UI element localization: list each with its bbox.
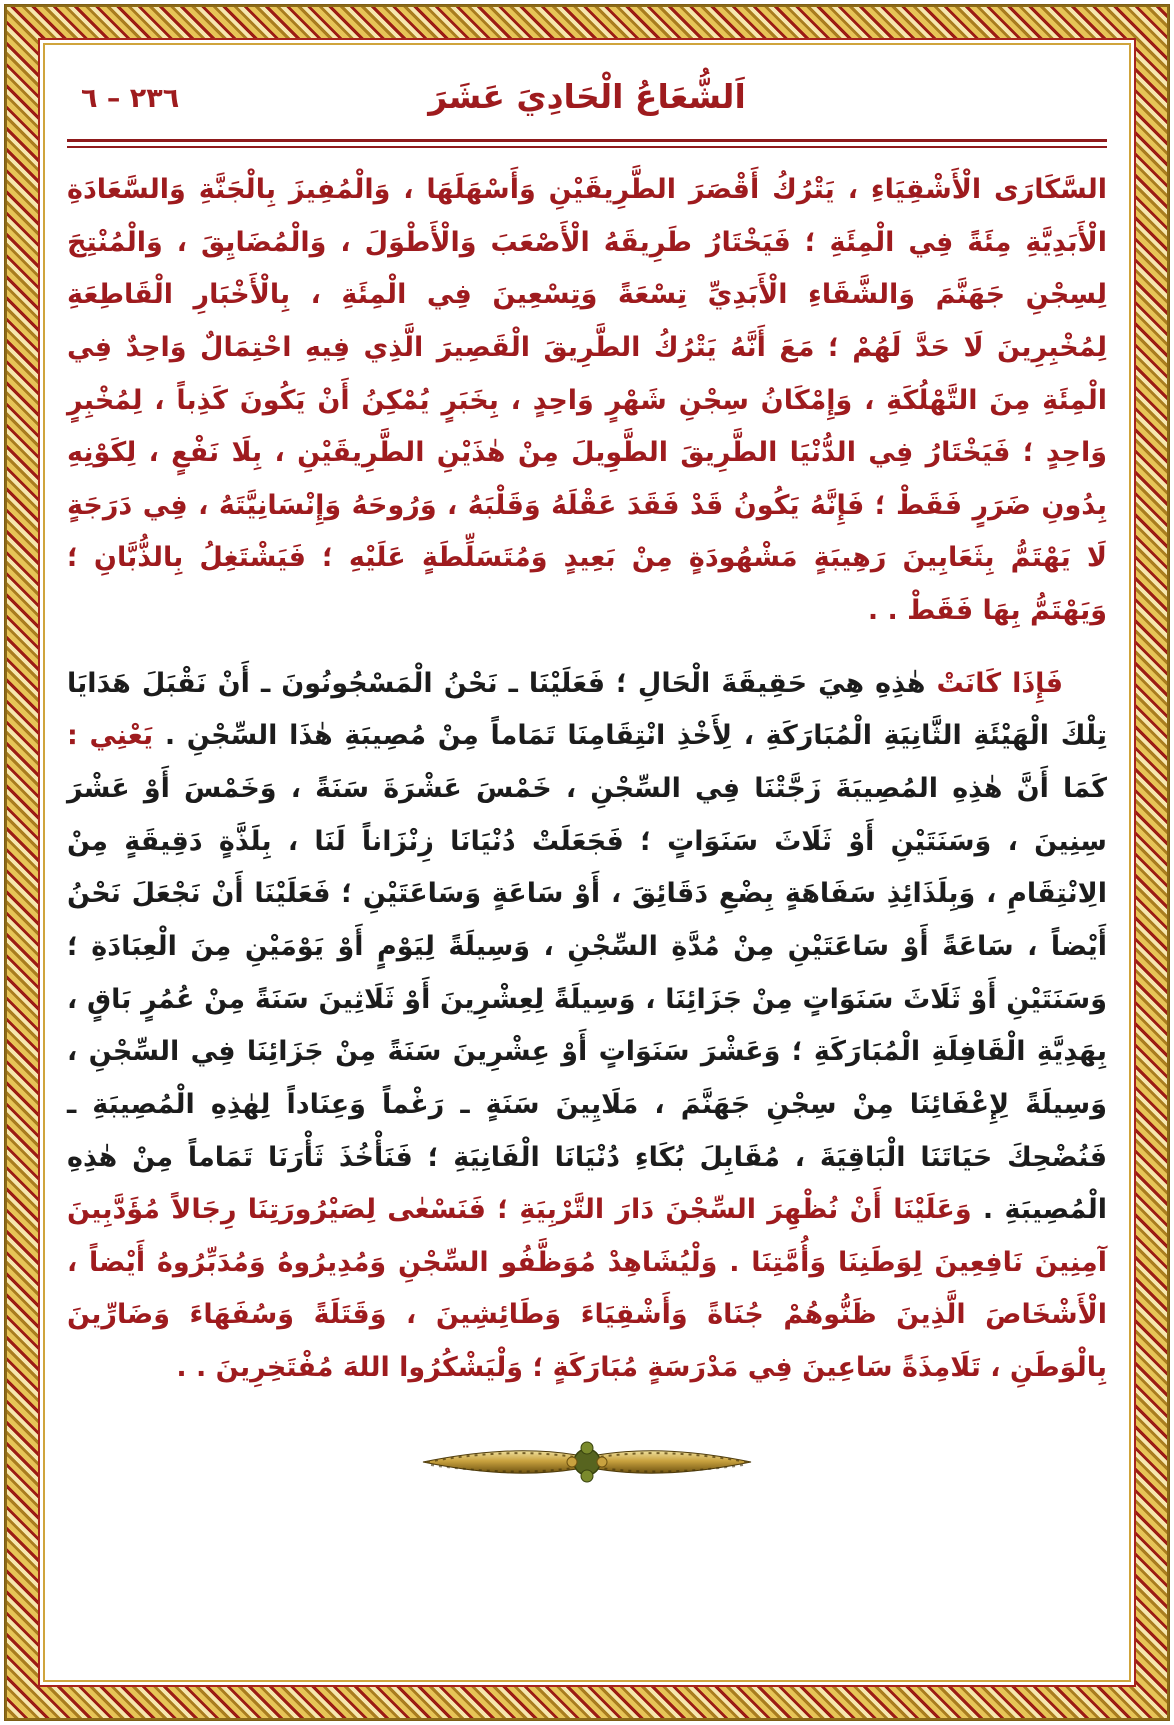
content-area <box>43 43 1131 1682</box>
text-segment-lead-red: فَإِذَا كَانَتْ <box>925 667 1063 699</box>
page-title: اَلشُّعَاعُ الْحَادِيَ عَشَرَ <box>428 77 746 116</box>
paragraph-continuation <box>67 164 1107 638</box>
text-segment-tail-red: وَعَلَيْنَا أَنْ نُظْهِرَ السِّجْنَ دَارَ التَّرْبِيَةِ ؛ فَنَسْعٰى لِصَيْرُورَتِنَا رِجَالاً مُؤَدَّبِينَ آمِنِينَ نَافِعِينَ لِوَطَنِنَا وَأُمَّتِنَا . وَلْيُشَاهِدْ مُوَظَّفُو السِّجْنِ وَمُدِيرُوهُ وَمُدَبِّرُوهُ أَيْضاً ، الْأَشْخَاصَ الَّذِينَ ظَنُّوهُمْ جُنَاةً وَأَشْقِيَاءَ وَطَائِشِينَ ، وَقَتَلَةً وَسُفَهَاءَ وَضَارِّينَ بِالْوَطَنِ ، تَلَامِذَةً سَاعِينَ فِي مَدْرَسَةٍ مُبَارَكَةٍ ؛ وَلْيَشْكُرُوا اللهَ مُفْتَخِرِينَ . . <box>67 1194 1107 1384</box>
calligraphic-spear-divider-icon <box>417 1429 757 1495</box>
paragraph-main <box>67 658 1107 1395</box>
inner-frame <box>38 38 1136 1687</box>
page-header <box>67 69 1107 133</box>
text-segment-black-1: هٰذِهِ هِيَ حَقِيقَةَ الْحَالِ ؛ فَعَلَيْنَا ـ نَحْنُ الْمَسْجُونُونَ ـ أَنْ نَقْبَلَ هَدَايَا تِلْكَ الْهَيْئَةِ الثَّانِيَةِ الْمُبَارَكَةِ ، لِأَخْذِ انْتِقَامِنَا تَمَاماً مِنْ مُصِيبَةِ هٰذَا السِّجْنِ . <box>67 667 1107 752</box>
text-segment-yani-red: يَعْنِي : <box>67 720 154 752</box>
text-segment-black-2: كَمَا أَنَّ هٰذِهِ المُصِيبَةَ زَجَّتْنَا فِي السِّجْنِ ، خَمْسَ عَشْرَةَ سَنَةً ، وَخَمْسَ أَوْ عَشْرَ سِنِينَ ، وَسَنَتَيْنِ أَوْ ثَلَاثَ سَنَوَاتٍ ؛ فَجَعَلَتْ دُنْيَانَا زِنْزَاناً لَنَا ، بِلَذَّةٍ دَقِيقَةٍ مِنْ الِانْتِقَامِ ، وَبِلَذَائِذِ سَفَاهَةٍ بِضْعِ دَقَائِقَ ، أَوْ سَاعَةٍ وَسَاعَتَيْنِ ؛ فَعَلَيْنَا أَنْ نَجْعَلَ نَحْنُ أَيْضاً ، سَاعَةً أَوْ سَاعَتَيْنِ مِنْ مُدَّةِ السِّجْنِ ، وَسِيلَةً لِيَوْمٍ أَوْ يَوْمَيْنِ مِنَ الْعِبَادَةِ ؛ وَسَنَتَيْنِ أَوْ ثَلَاثَ سَنَوَاتٍ مِنْ جَزَائِنَا ، وَسِيلَةً لِعِشْرِينَ أَوْ ثَلَاثِينَ سَنَةً مِنْ عُمُرٍ بَاقٍ ، بِهَدِيَّةِ الْقَافِلَةِ الْمُبَارَكَةِ ؛ وَعَشْرَ سَنَوَاتٍ أَوْ عِشْرِينَ سَنَةً مِنْ جَزَائِنَا فِي السِّجْنِ ، وَسِيلَةً لِإِعْفَائِنَا مِنْ سِجْنِ جَهَنَّمَ ، مَلَايِينَ سَنَةٍ ـ رَغْماً وَعِنَاداً لِهٰذِهِ الْمُصِيبَةِ ـ فَنُضْحِكَ حَيَاتَنَا الْبَاقِيَةَ ، مُقَابِلَ بُكَاءِ دُنْيَانَا الْفَانِيَةِ ؛ فَنَأْخُذَ ثَأْرَنَا تَمَاماً مِنْ هٰذِهِ الْمُصِيبَةِ . <box>67 773 1107 1226</box>
paragraph-continuation-text: السَّكَارَى الْأَشْقِيَاءِ ، يَتْرُكُ أَقْصَرَ الطَّرِيقَيْنِ وَأَسْهَلَهَا ، وَالْمُفِيزَ بِالْجَنَّةِ وَالسَّعَادَةِ الْأَبَدِيَّةِ مِئَةً فِي الْمِئَةِ ؛ فَيَخْتَارُ طَرِيقَهُ الْأَصْعَبَ وَالْأَطْوَلَ ، وَالْمُضَايِقَ ، وَالْمُنْتِجَ لِسِجْنِ جَهَنَّمَ وَالشَّقَاءِ الْأَبَدِيِّ تِسْعَةً وَتِسْعِينَ فِي الْمِئَةِ ، بِالْأَخْبَارِ الْقَاطِعَةِ لِمُخْبِرِينَ لَا حَدَّ لَهُمْ ؛ مَعَ أَنَّهُ يَتْرُكُ الطَّرِيقَ الْقَصِيرَ الَّذِي فِيهِ احْتِمَالٌ وَاحِدٌ فِي الْمِئَةِ مِنَ التَّهْلُكَةِ ، وَإِمْكَانُ سِجْنِ شَهْرٍ وَاحِدٍ ، بِخَبَرٍ يُمْكِنُ أَنْ يَكُونَ كَذِباً ، لِمُخْبِرٍ وَاحِدٍ ؛ فَيَخْتَارُ فِي الدُّنْيَا الطَّرِيقَ الطَّوِيلَ مِنْ هٰذَيْنِ الطَّرِيقَيْنِ ، بِلَا نَفْعٍ ، لِكَوْنِهِ بِدُونِ ضَرَرٍ فَقَطْ ؛ فَإِنَّهُ يَكُونُ قَدْ فَقَدَ عَقْلَهُ وَقَلْبَهُ ، وَرُوحَهُ وَإِنْسَانِيَّتَهُ ، فِي دَرَجَةٍ لَا يَهْتَمُّ بِثَعَابِينَ رَهِيبَةٍ مَشْهُودَةٍ مِنْ بَعِيدٍ وَمُتَسَلِّطَةٍ عَلَيْهِ ؛ فَيَشْتَغِلُ بِالذُّبَّانِ ؛ وَيَهْتَمُّ بِهَا فَقَطْ . . <box>67 174 1107 627</box>
divider-line-bottom <box>67 146 1107 148</box>
body-text <box>67 164 1107 1395</box>
page-number: ٢٣٦ – ٦ <box>81 83 180 114</box>
header-divider <box>67 139 1107 148</box>
end-ornament <box>67 1429 1107 1499</box>
